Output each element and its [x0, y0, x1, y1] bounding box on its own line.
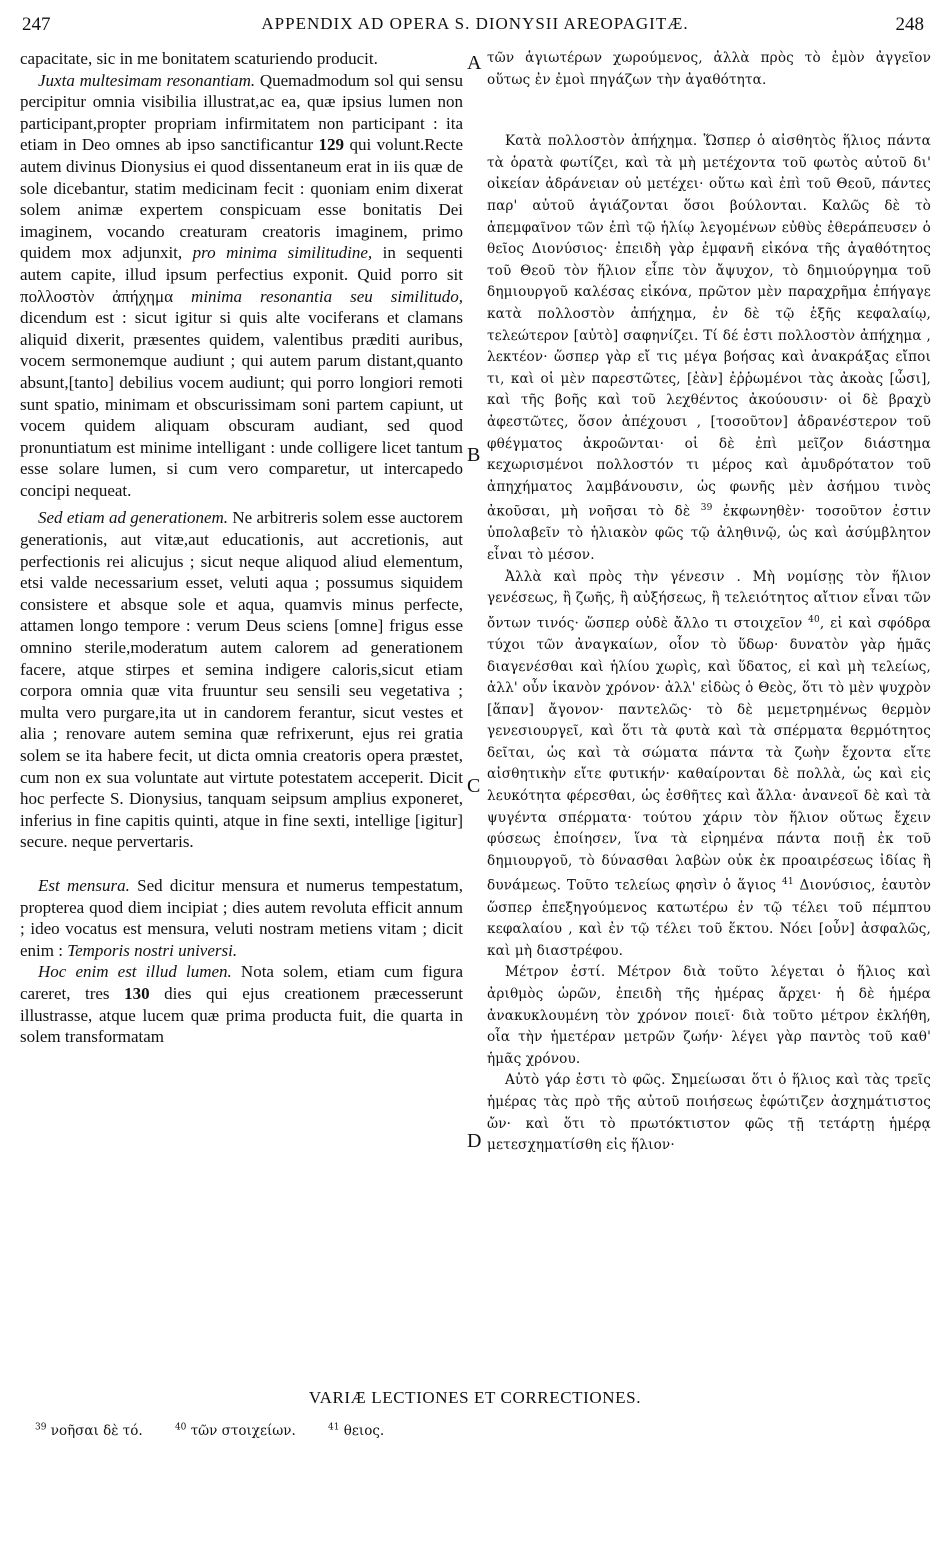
column-number: 129 [318, 135, 345, 155]
lemma: Sed etiam ad generationem. [38, 508, 229, 528]
variant-item: $^{39}$ νοῆσαι δὲ τό. [35, 1422, 143, 1439]
lemma: Juxta multesimam resonantiam. [38, 70, 256, 90]
margin-marker-a: A [467, 52, 482, 74]
latin-paragraph: Est mensura. Sed dicitur mensura et numerus tempestatum, propterea quod diem incipiat ; dies autem revoluta efficit annum ; ideo vocatus est mensura, veluti nostram metiens vitam ; dicit enim : Temporis nostri universi. [20, 875, 463, 960]
lemma: Est mensura. [38, 875, 130, 895]
margin-marker-c: C [467, 775, 481, 797]
margin-marker-d: D [467, 1130, 482, 1152]
page-number-left: 247 [22, 14, 51, 35]
lemma: Hoc enim est illud lumen. [38, 962, 232, 982]
greek-paragraph: Μέτρον ἐστί. Μέτρον διὰ τοῦτο λέγεται ὁ ἥλιος καὶ ἀριθμὸς ὡρῶν, ἐπειδὴ τῆς ἡμέρας ἄρχει· ἡ δὲ ἡμέρα ἀνακυκλουμένη τὸν χρόνον ποιεῖ· διὰ τοῦτο μέτρον ἐκλήθη, οἷα τὴν ἡμετέραν μετρῶν ζωήν· λέγει γὰρ παντὸς τοῦ καθ' ἡμᾶς χρόνου. [487, 964, 931, 1067]
greek-paragraph: Κατὰ πολλοστὸν ἀπήχημα. Ὥσπερ ὁ αἰσθητὸς ἥλιος πάντα τὰ ὁρατὰ φωτίζει, καὶ τὰ μὴ μετέχοντα τοῦ φωτὸς αὐτοῦ δι' οἰκείαν ἀδράνειαν οὐ μετέχει· οὕτω καὶ ἐπὶ τοῦ Θεοῦ, πάντες παρ' αὐτοῦ ἁγιάζονται ὅσοι βούλονται. Καλῶς δὲ τὸ ἀπεμφαῖνον τῶν ἐπὶ τῷ ἡλίῳ λεγομένων εὐθὺς ἐθεράπευσεν ὁ θεῖος Διονύσιος· ἐπειδὴ γὰρ ἐμφανῆ εἰκόνα τῆς ἀγαθότητος τοῦ Θεοῦ τὸν ἥλιον εἶπε τὸν ἄψυχον, τὸ δημιούργημα τοῦ δημιουργοῦ καλέσας εἰκόνα, πρῶτον μὲν παραχρῆμα ἐπήγαγε κατὰ πολλοστὸν ἀπήχημα, ἐν δὲ τῷ ἑξῆς κεφαλαίῳ, τελεώτερον [αὐτὸ] σαφηνίζει. Τί δέ ἐστι πολλοστὸν ἀπήχημα , λεκτέον· ὥσπερ γὰρ εἴ τις μέγα βοήσας καὶ ἀνακράξας εἴποι τι, καὶ οἱ μὲν παρεστῶτες, [ἐὰν] ἐῤῥωμένοι τὰς ἀκοὰς [ὦσι], καὶ τῆς βοῆς καὶ τοῦ λεχθέντος ἀκούουσιν· οἱ δὲ βραχὺ ἀφεστῶτες, ὅσον ἀπέχουσι , [τοσοῦτον] ἀδρανέστερον τοῦ φθέγματος ἀκροῶνται· οἱ δὲ ἐπὶ μεῖζον διάστημα κεχωρισμένοι πολλοστόν τι μέρος καὶ ἀμυδρότατον τοῦ ἀπηχήματος λαμβάνουσιν, ὡς φωνῆς μὲν ἀσήμου τινὸς ἀκοῦσαι, μὴ νοῆσαι τὸ δὲ $^{39}$ ἐκφωνηθὲν· τοσοῦτον ἐστιν ὑπολαβεῖν τὸ ἡλιακὸν φῶς τῷ ἀληθινῷ, ὡς καὶ ἀσύμβλητον εἶναι τὸ μέσον. [487, 133, 931, 563]
variants-list [35, 1422, 412, 1439]
variants-title: VARIÆ LECTIONES ET CORRECTIONES. [308, 1388, 642, 1407]
variant-item: $^{41}$ θειος. [328, 1422, 385, 1439]
variant-item: $^{40}$ τῶν στοιχείων. [174, 1422, 296, 1439]
page-number-right: 248 [895, 14, 924, 35]
column-number: 130 [124, 983, 150, 1003]
greek-paragraph: τῶν ἁγιωτέρων χωρούμενος, ἀλλὰ πρὸς τὸ ἐμὸν ἀγγεῖον οὕτως ἐν ἐμοὶ πηγάζων τὴν ἀγαθότητα. [487, 50, 931, 88]
latin-paragraph: Sed etiam ad generationem. Ne arbitreris solem esse auctorem generationis, aut vitæ,aut educationis, aut accretionis, aut perfectionis rei alicujus ; sicut neque aliquod aliud elementum, etsi valde necessarium esset, veluti aqua ; possumus siquidem consistere et absque sole et aqua, quamvis minus perfecte, attamen longo tempore : verum Deus sciens [omne] frigus esse omnino sterile,moderatum autem calorem ad generationem facere, atque stirpes et semina indigere caloris,sicut etiam corpora omnia quæ vita fruuntur seu sensili seu vegetativa ; multa vero purgare,ita ut in candorem ferantur, sicut vestes et alia ; renovare autem semina quæ refrixerunt, ejus rei gratia solem se ita habere fecit, ut dicta omnia creatoris opera præstet, cum non ex sua voluntate aut virtute potestatem acceperit. Dicit hoc perfecte S. Dionysius, tanquam seipsum amplius exponeret, inferius in fine capitis quinti, atque in fine sexti, intellige [igitur] secure. neque pervertaris. [20, 508, 463, 852]
latin-paragraph: capacitate, sic in me bonitatem scaturiendo producit. [20, 49, 378, 68]
running-header [20, 14, 930, 42]
margin-marker-b: B [467, 444, 481, 466]
greek-paragraph: Αὐτὸ γάρ ἐστι τὸ φῶς. Σημείωσαι ὅτι ὁ ἥλιος καὶ τὰς τρεῖς ἡμέρας τὰς πρὸ τῆς αὐτοῦ ποιήσεως ἐφώτιζεν ἀσχημάτιστος ὤν· καὶ ὅτι τὸ πρωτόκτιστον φῶς τῇ τετάρτῃ ἡμέρᾳ μετεσχηματίσθη εἰς ἥλιον· [487, 1072, 931, 1154]
latin-paragraph: Hoc enim est illud lumen. Nota solem, etiam cum figura careret, tres 130 dies qui ejus creationem præcesserunt illustrasse, atque lucem quæ prima producta fuit, die quarta in solem transformatam [20, 962, 463, 1047]
latin-column [20, 48, 463, 1048]
latin-paragraph: Juxta multesimam resonantiam. Quemadmodum sol qui sensu percipitur omnia visibilia illustrat,ac ea, quæ ipsius lumen non participant,propter propriam infirmitatem non participant : ita etiam in Deo omnes ab ipso sanctificantur 129 qui volunt.Recte autem divinus Dionysius ei quod dissentaneum erat in iis quæ de sole dicebantur, statim medicinam fecit : quoniam enim dixerat solem animæ expertem conspicuam esse bonitatis Dei imaginem, vocando creaturam creatoris imaginem, primo quidem mox adjunxit, pro minima similitudine, in sequenti autem capite, illud ipsum perfectius exponit. Quid porro sit πολλοστὸν ἀπήχημα minima resonantia seu similitudo, dicendum est : sicut igitur si quis alte vociferans et clamans aliquid dixerit, præsentes quidem, valentibus præditi auribus, vocem sermonemque audiunt ; qui autem parum distant,quanto absunt,[tanto] debilius vocem audiunt; qui porro longiori remoti sunt spatio, minimam et obscurissimam soni partem capiunt, ut vocem quidem aliquam obscuram audiant, sed quod pronuntiatum est minime intelligant : unde colligere licet tantum esse solare lumen, si cum vero comparetur, ut intercapedo concipi nequeat. [20, 70, 463, 500]
greek-paragraph: Ἀλλὰ καὶ πρὸς τὴν γένεσιν . Μὴ νομίσῃς τὸν ἥλιον γενέσεως, ἢ ζωῆς, ἢ αὐξήσεως, ἢ τελειότητος αἴτιον εἶναι τῶν ὄντων τινός· ὥσπερ οὐδὲ ἄλλο τι στοιχεῖον $^{40}$, εἰ καὶ σφόδρα τύχοι τῶν ἀναγκαίων, οἷον τὸ ὕδωρ· δυνατὸν γὰρ ἡμᾶς διαγενέσθαι καὶ ἡλίου χωρὶς, καὶ ὕδατος, εἰ καὶ μὴ τελείως, ἀλλ' οὖν ἱκανὸν χρόνον· ἀλλ' εἰδὼς ὁ Θεὸς, ὅτι τὸ μὲν ψυχρὸν [ἅπαν] ἄγονον· παντελῶς· τὸ δὲ μεμετρημένως θερμὸν γενεσιουργεῖ, καὶ ὅτι τὰ φυτὰ καὶ τὰ σπέρματα θερμότητος δεῖται, ὡς καὶ τὰ σώματα πάντα τὰ ζωὴν ἔχοντα εἴτε αἰσθητικὴν εἴτε φυτικήν· καθαίρονται δὲ πολλὰ, ὡς καὶ εἰς λευκότητα φέρεσθαι, ὡς ἐσθῆτες καὶ ἄλλα· ἀνανεοῖ δὲ καὶ τὰ ψυγέντα σπέρματα· τούτου χάριν τὸν ἥλιον οὕτως ἔχειν φύσεως ἐποίησεν, ἵνα τὰ εἰρημένα πάντα ποιῇ ἐκ τοῦ δημιουργοῦ, τὸ δύνασθαι λαβὼν οὐκ ἐκ προαιρέσεως ἰδίας ἢ δυνάμεως. Τοῦτο τελείως φησὶν ὁ ἅγιος $^{41}$ Διονύσιος, ἑαυτὸν ὥσπερ ἐπεξηγούμενος κατωτέρω ἐν τῷ τέλει τοῦ πέμπτου κεφαλαίου , καὶ ἐν τῷ τέλει τοῦ ἕκτου. Νόει [οὖν] ἀσφαλῶς, καὶ μὴ διαστρέφου. [487, 568, 931, 959]
running-title: APPENDIX AD OPERA S. DIONYSII AREOPAGITÆ. [261, 14, 689, 33]
greek-column [487, 48, 931, 1157]
